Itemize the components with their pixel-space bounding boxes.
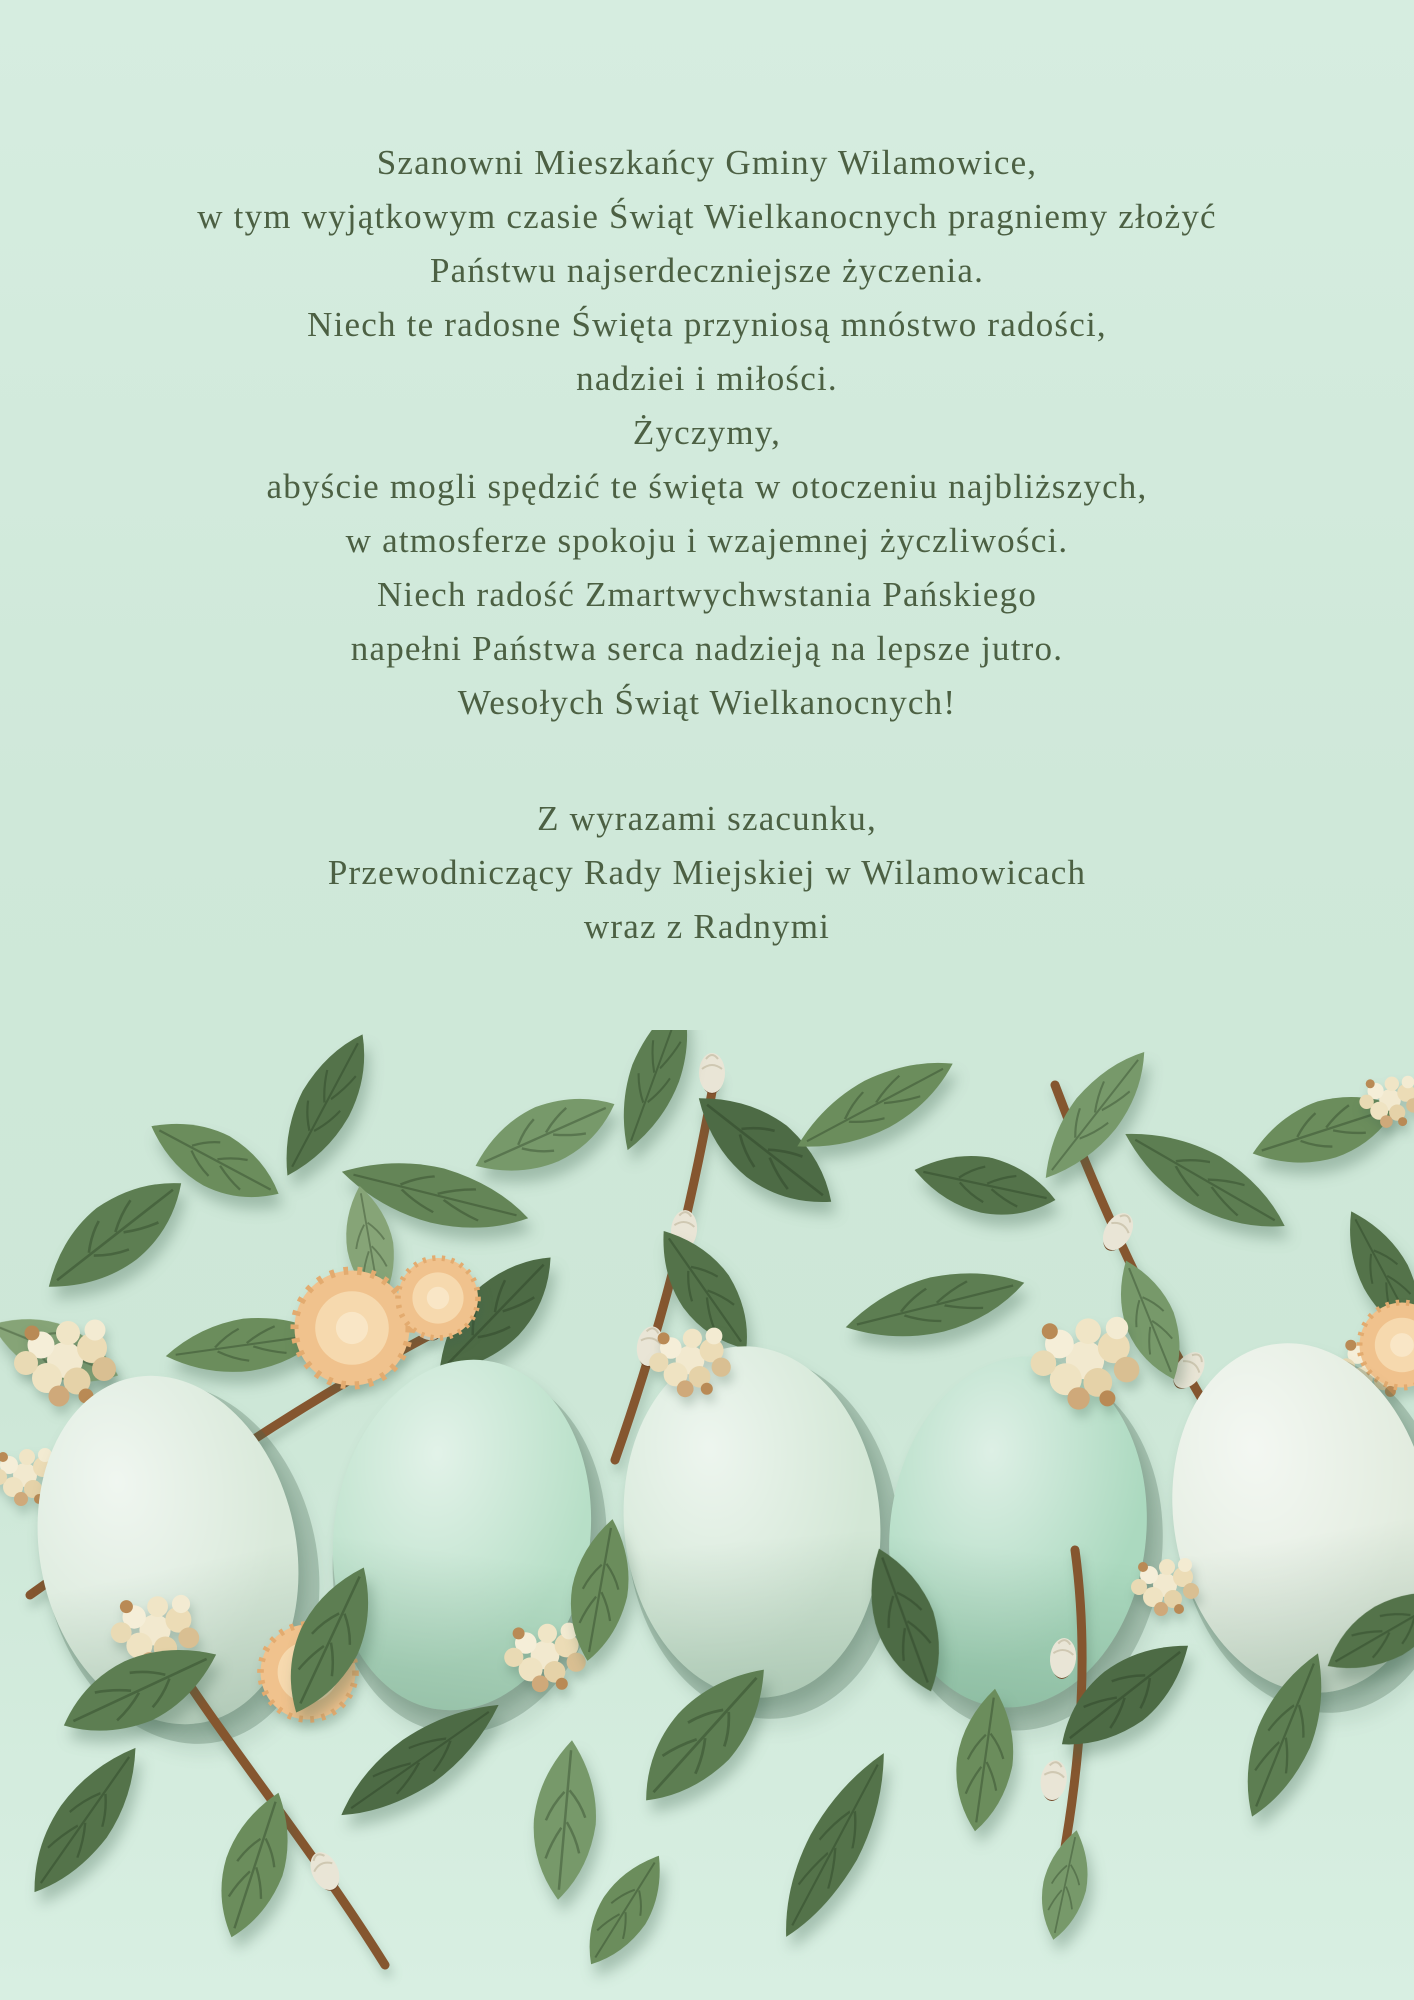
greeting-line: Niech te radosne Święta przyniosą mnóstwo radości,	[307, 305, 1107, 344]
easter-eggs-illustration	[0, 1030, 1414, 2000]
greeting-line: Szanowni Mieszkańcy Gminy Wilamowice,	[376, 143, 1038, 182]
greeting-line: abyście mogli spędzić te święta w otoczeniu najbliższych,	[266, 467, 1148, 506]
leaf-icon	[604, 1030, 705, 1159]
catkin-icon	[1096, 1208, 1139, 1257]
greeting-line: Niech radość Zmartwychwstania Pańskiego	[376, 575, 1038, 614]
greeting-line: w tym wyjątkowym czasie Świąt Wielkanocnych pragniemy złożyć	[197, 197, 1217, 236]
leaf-icon	[464, 1077, 627, 1193]
leaf-icon	[839, 1256, 1031, 1355]
catkin-icon	[1038, 1759, 1069, 1803]
greeting-line: w atmosferze spokoju i wzajemnej życzliwości.	[345, 521, 1069, 560]
signature-line: Przewodniczący Rady Miejskiej w Wilamowicach	[327, 853, 1087, 892]
catkin-icon	[699, 1053, 725, 1094]
leaf-icon	[1111, 1110, 1298, 1250]
leaf-icon	[29, 1158, 201, 1313]
greeting-line: nadziei i miłości.	[576, 359, 838, 398]
leaf-icon	[264, 1030, 386, 1188]
leaf-icon	[785, 1040, 965, 1169]
signature-line: Z wyrazami szacunku,	[537, 799, 877, 838]
leaf-icon	[1032, 1826, 1098, 1945]
greeting-line: Wesołych Świąt Wielkanocnych!	[457, 683, 957, 722]
greeting-line: Życzymy,	[632, 413, 782, 452]
leaf-icon	[527, 1738, 603, 1903]
pompom-flower-icon	[295, 1271, 410, 1386]
leaf-icon	[204, 1784, 307, 1947]
greeting-line: Państwu najserdeczniejsze życzenia.	[429, 251, 985, 290]
greeting-text-block	[0, 0, 1414, 954]
signature-line: wraz z Radnymi	[583, 907, 831, 946]
easter-egg	[308, 1343, 631, 1751]
leaf-icon	[570, 1843, 680, 1978]
pompom-flower-icon	[398, 1258, 478, 1338]
leaf-icon	[909, 1143, 1061, 1228]
greeting-line: napełni Państwa serca nadzieją na lepsze jutro.	[350, 629, 1064, 668]
signature-text-block	[0, 792, 1414, 954]
leaf-icon	[1026, 1037, 1164, 1194]
leaf-icon	[763, 1741, 907, 1949]
leaf-icon	[12, 1732, 159, 1908]
